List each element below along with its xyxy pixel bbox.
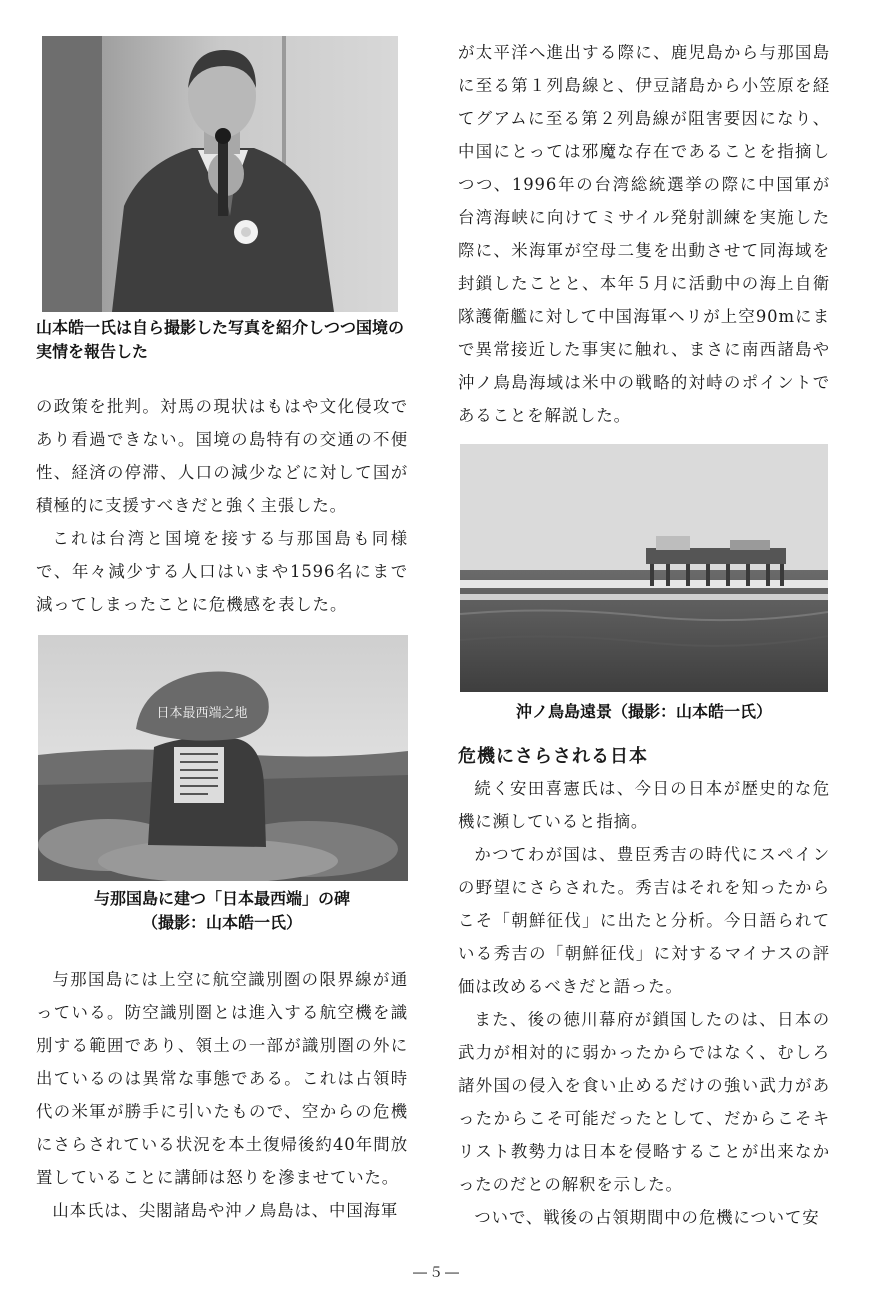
page-number: ―５― — [413, 1265, 461, 1281]
speaker-photo-caption: 山本皓一氏は自ら撮影した写真を紹介しつつ国境の実情を報告した — [36, 318, 405, 361]
right-paragraph-4: また、後の徳川幕府が鎖国したのは、日本の武力が相対的に弱かったからではなく、むしろ諸外国の侵入を食い止めるだけの強い武力があったからこそ可能だったとして、だからこそキリスト教勢力は日本を侵略することが出来なかったのだとの解釈を示した。 — [458, 1010, 830, 1194]
left-column — [36, 36, 408, 1227]
speaker-photo-image — [42, 36, 398, 312]
monument-stone-text: 日本最西端之地 — [156, 706, 248, 721]
right-column — [458, 36, 830, 1234]
monument-photo — [38, 635, 408, 881]
monument-photo-caption — [36, 887, 408, 935]
left-paragraph-2: これは台湾と国境を接する与那国島も同様で、年々減少する人口はいまや1596名にまで減ってしまったことに危機感を表した。 — [36, 529, 408, 614]
monument-caption-line-1: 与那国島に建つ「日本最西端」の碑 — [93, 889, 350, 908]
right-paragraph-5: ついで、戦後の占領期間中の危機について安 — [474, 1208, 820, 1227]
monument-photo-image — [38, 635, 408, 881]
speaker-photo — [42, 36, 398, 312]
left-paragraph-3: 与那国島には上空に航空識別圏の限界線が通っている。防空識別圏とは進入する航空機を識別する範囲であり、領土の一部が識別圏の外に出ているのは異常な事態である。これは占領時代の米軍が勝手に引いたもので、空からの危機にさらされている状況を本土復帰後約40年間放置していることに講師は怒りを滲ませていた。 — [36, 970, 408, 1187]
right-paragraph-1: が太平洋へ進出する際に、鹿児島から与那国島に至る第１列島線と、伊豆諸島から小笠原を経てグアムに至る第２列島線が阻害要因になり、中国にとっては邪魔な存在であることを指摘しつつ、1996年の台湾総統選挙の際に中国軍が台湾海峡に向けてミサイル発射訓練を実施した際に、米海軍が空母二隻を出動させて同海域を封鎖したことと、本年５月に活動中の海上自衛隊護衛艦に対して中国海軍ヘリが上空90mにまで異常接近した事実に触れ、まさに南西諸島や沖ノ鳥島海域は米中の戦略的対峙のポイントであることを解説した。 — [458, 43, 830, 425]
right-paragraph-3: かつてわが国は、豊臣秀吉の時代にスペインの野望にさらされた。秀吉はそれを知ったからこそ「朝鮮征伐」に出たと分析。今日語られている秀吉の「朝鮮征伐」に対するマイナスの評価は改めるべきだと語った。 — [458, 845, 830, 996]
monument-caption-line-2: （撮影：山本皓一氏） — [141, 913, 302, 932]
okinotori-photo-image — [460, 444, 828, 692]
okinotori-photo — [460, 444, 828, 692]
okinotori-photo-caption: 沖ノ鳥島遠景（撮影：山本皓一氏） — [515, 702, 772, 721]
left-paragraph-4: 山本氏は、尖閣諸島や沖ノ鳥島は、中国海軍 — [52, 1201, 399, 1220]
section-heading: 危機にさらされる日本 — [458, 746, 648, 767]
left-paragraph-1: の政策を批判。対馬の現状はもはや文化侵攻であり看過できない。国境の島特有の交通の不便性、経済の停滞、人口の減少などに対して国が積極的に支援すべきだと強く主張した。 — [36, 397, 408, 515]
right-paragraph-2: 続く安田喜憲氏は、今日の日本が歴史的な危機に瀕していると指摘。 — [458, 779, 830, 831]
